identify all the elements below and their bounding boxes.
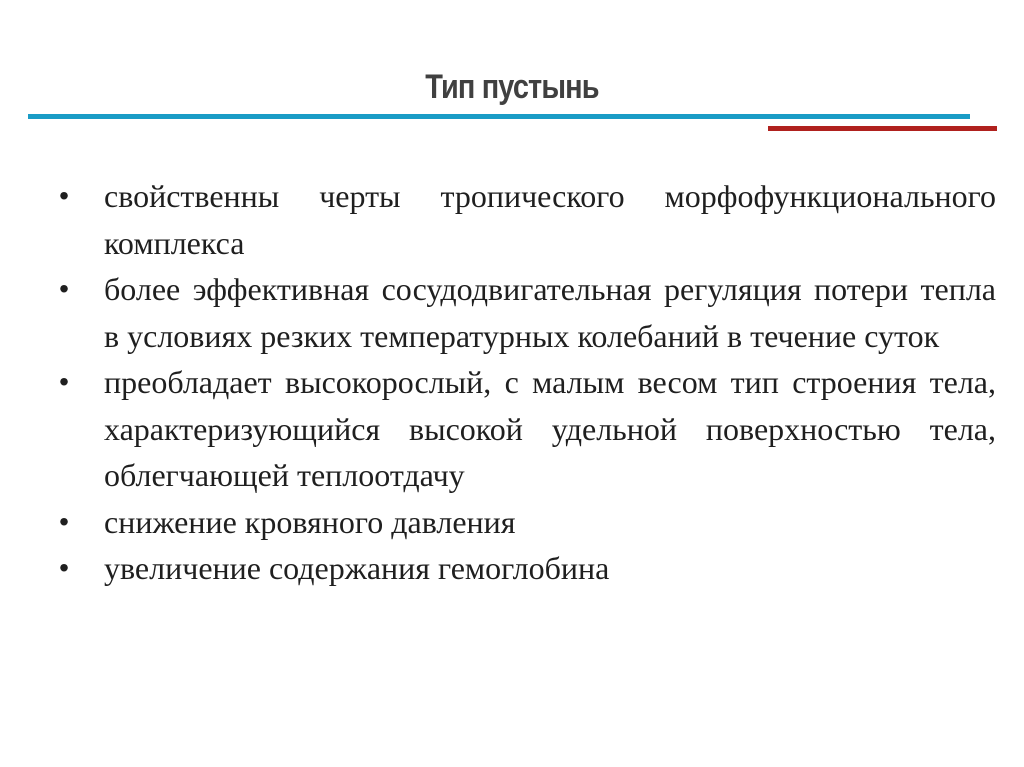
bullet-item bbox=[54, 173, 996, 266]
title-underline-blue bbox=[28, 114, 970, 119]
bullet-list bbox=[54, 173, 996, 592]
bullet-text: увеличение содержания гемоглобина bbox=[104, 550, 610, 586]
bullet-text: снижение кровяного давления bbox=[104, 503, 516, 540]
bullet-item bbox=[54, 266, 996, 359]
bullet-item bbox=[54, 545, 996, 592]
bullet-icon: • bbox=[59, 505, 69, 537]
title-underline-red bbox=[768, 126, 997, 131]
bullet-icon: • bbox=[59, 180, 69, 211]
bullet-item bbox=[54, 499, 996, 546]
bullet-item bbox=[54, 359, 996, 499]
slide-title: Тип пустынь bbox=[425, 68, 599, 106]
bullet-icon: • bbox=[59, 552, 69, 583]
bullet-text: более эффективная сосудодвигательная регуляция потери тепла в условиях резких температурных колебаний в течение суток bbox=[104, 271, 996, 354]
bullet-text: преобладает высокорослый, с малым весом тип строения тела, характеризующийся высокой удельной поверхностью тела, облегчающей теплоотдачу bbox=[104, 364, 996, 493]
bullet-icon: • bbox=[59, 273, 69, 304]
bullet-icon: • bbox=[59, 366, 69, 397]
bullet-text: свойственны черты тропического морфофункционального комплекса bbox=[104, 178, 996, 261]
